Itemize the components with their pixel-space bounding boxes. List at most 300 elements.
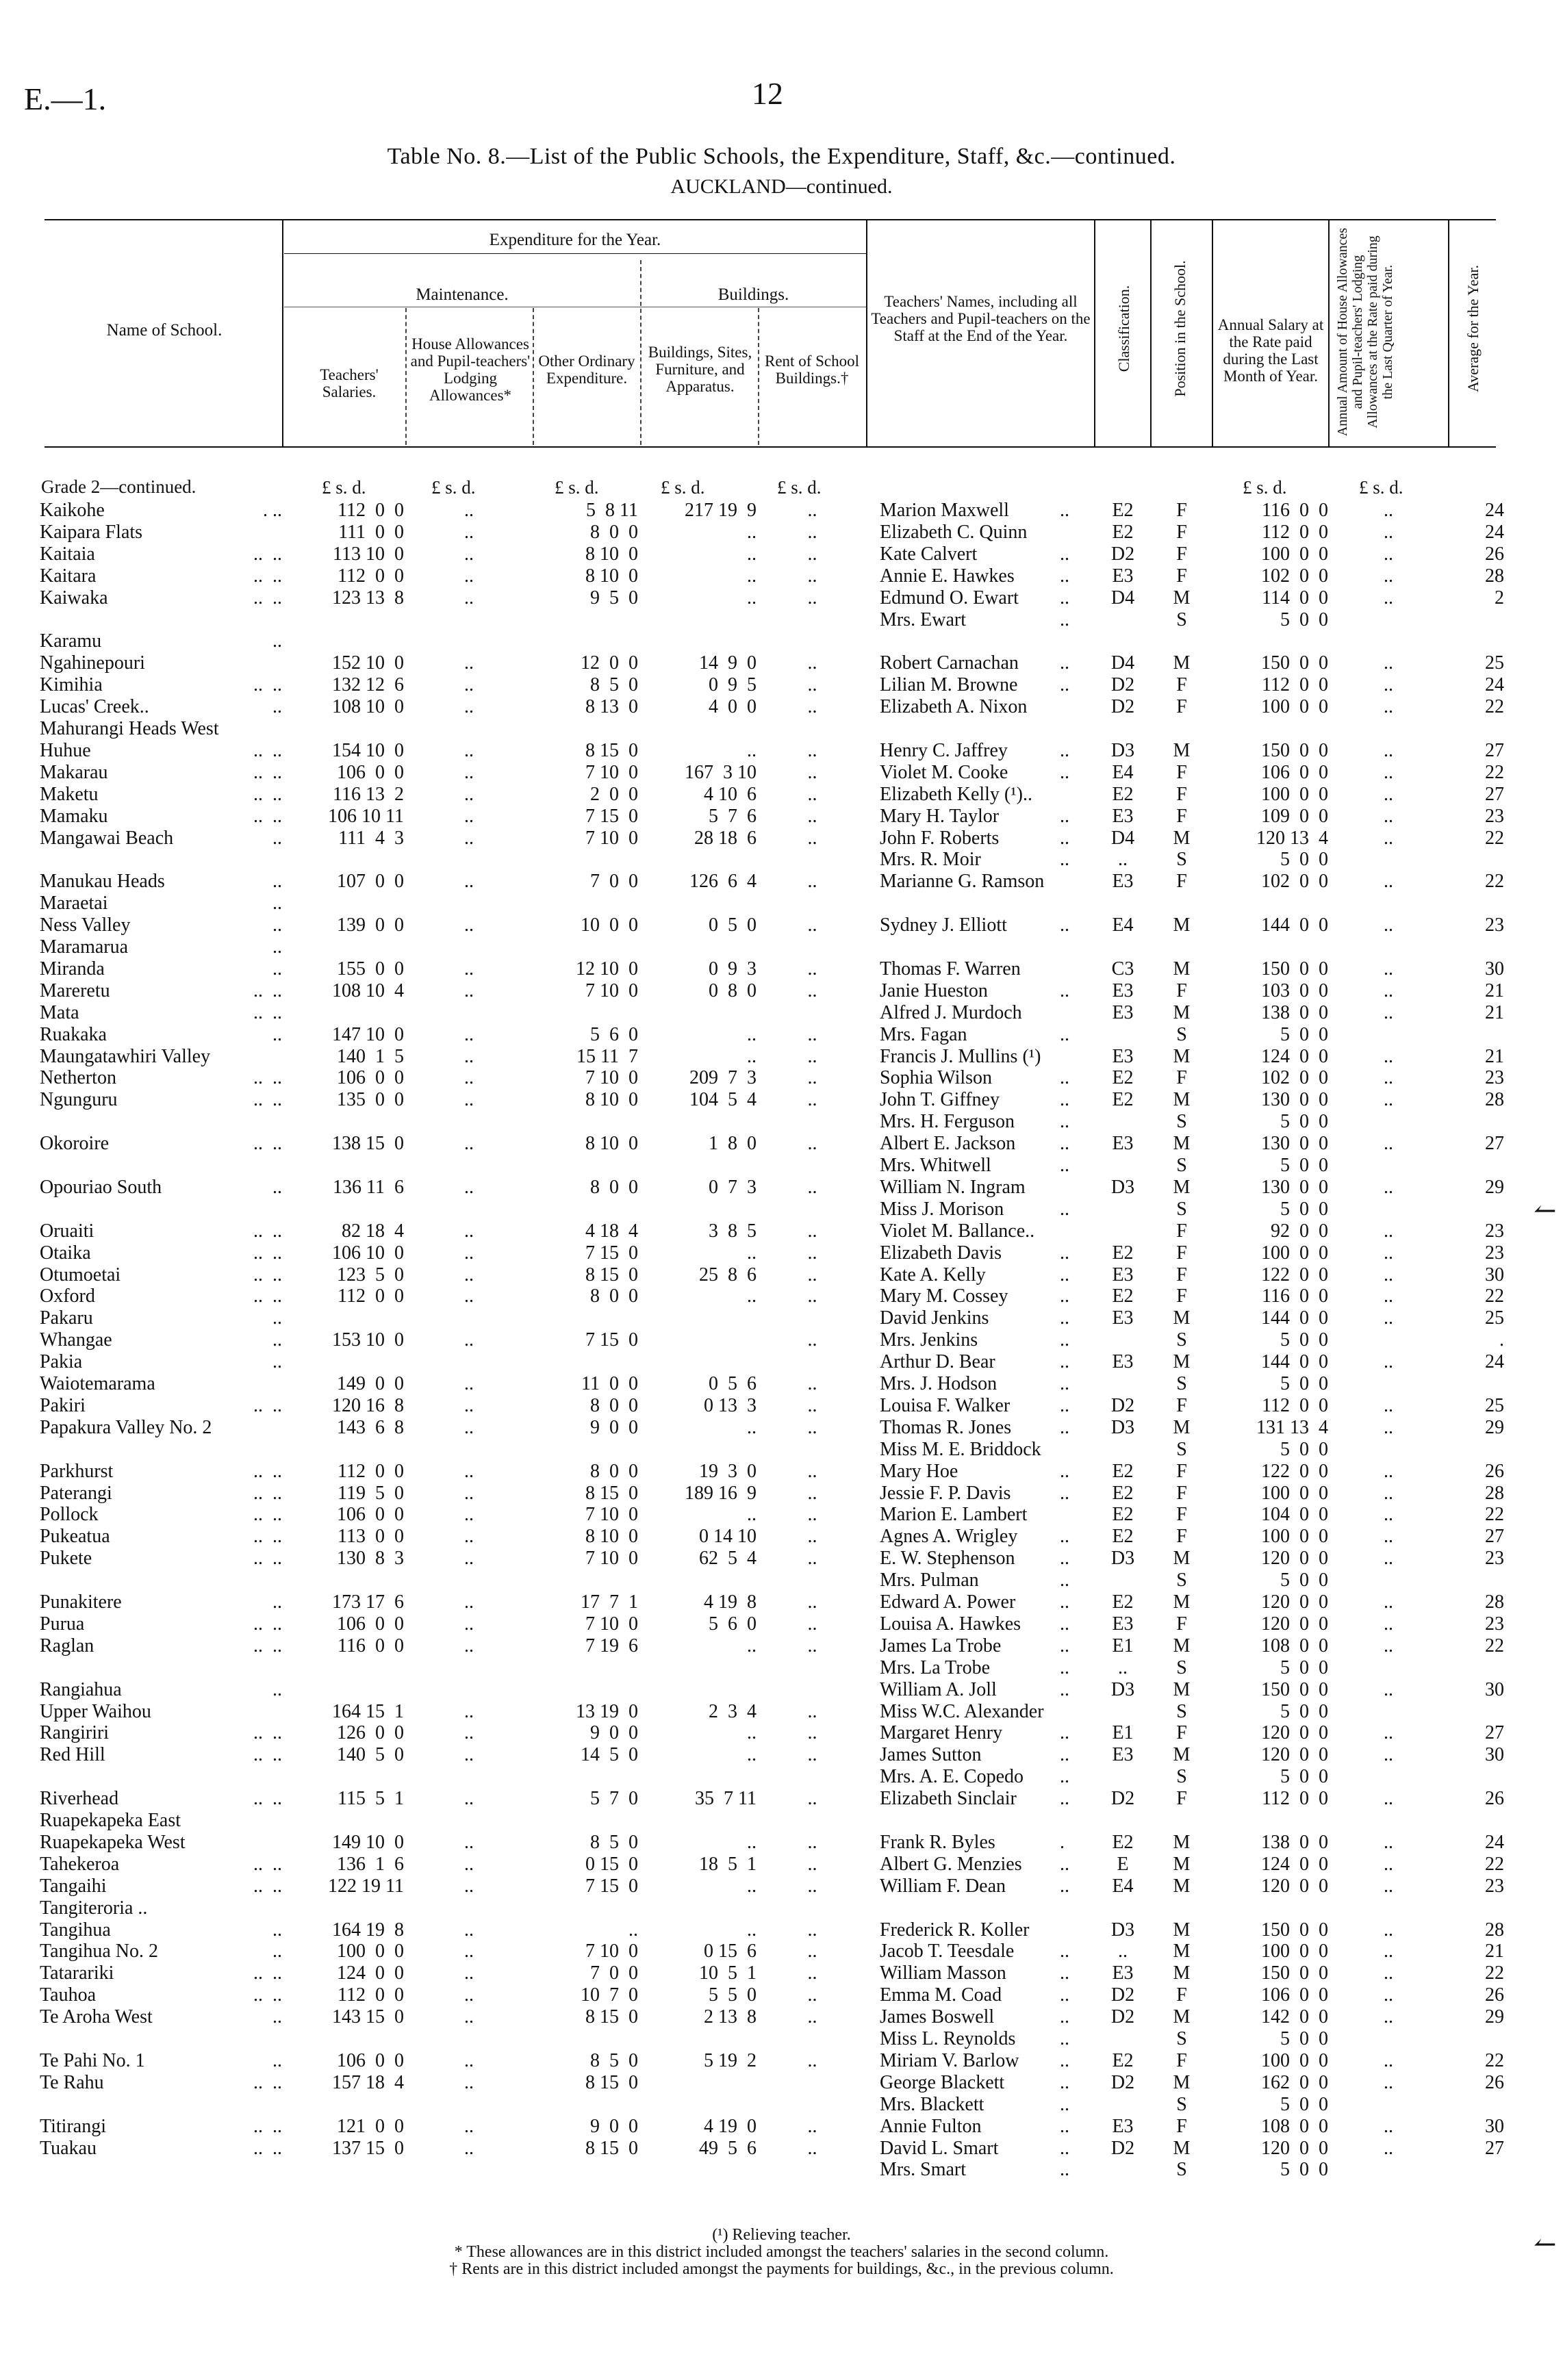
cell-avg: 23 <box>1485 1548 1504 1570</box>
cell-avg: 26 <box>1485 2071 1504 2093</box>
cell-bld: 4 10 6 <box>704 783 757 805</box>
cell-rent: .. <box>807 587 817 609</box>
table-row <box>0 1876 1563 1897</box>
cell-sal: 119 5 0 <box>338 1482 404 1504</box>
table-row <box>0 1744 1563 1766</box>
cell-dots: .. .. <box>253 1089 282 1111</box>
cell-dots: .. .. <box>253 1788 282 1810</box>
cell-bld: 104 5 4 <box>689 1089 757 1111</box>
cell-oth: 7 10 0 <box>585 1504 638 1526</box>
cell-rent: .. <box>807 2137 817 2159</box>
cell-asal: 150 0 0 <box>1261 652 1328 674</box>
cell-tdots: .. <box>1060 2137 1069 2159</box>
cell-oth: 5 6 0 <box>590 1023 638 1045</box>
cell-bld: .. <box>747 1504 757 1526</box>
cell-dots: .. <box>272 871 282 893</box>
cell-bld: 10 5 1 <box>699 1962 757 1984</box>
cell-bld: 1 8 0 <box>709 1133 757 1155</box>
table-row <box>0 1832 1563 1854</box>
cell-oth: 7 10 0 <box>585 1067 638 1089</box>
cell-avg: 23 <box>1485 1067 1504 1089</box>
cell-school: Otumoetai <box>40 1264 121 1285</box>
cell-oth: 8 5 0 <box>590 674 638 696</box>
cell-tdots: .. <box>1060 849 1069 871</box>
cell-school: Opouriao South <box>40 1176 162 1198</box>
cell-ho: .. <box>464 1635 474 1656</box>
cell-oth: 10 7 0 <box>581 1984 638 2006</box>
cell-school: Pakaru <box>40 1307 93 1329</box>
cell-tdots: .. <box>1060 543 1069 565</box>
cell-avg: 23 <box>1485 1613 1504 1635</box>
cell-dots: .. <box>272 1941 282 1962</box>
table-row <box>0 1111 1563 1133</box>
cell-ho: .. <box>464 2115 474 2137</box>
cell-teacher: David Jenkins <box>880 1307 989 1329</box>
cell-ho: .. <box>464 739 474 761</box>
cell-teacher: Mrs. La Trobe <box>880 1656 991 1678</box>
cell-teacher: Miss L. Reynolds <box>880 2028 1016 2049</box>
header-other-expenditure: Other Ordinary Expenditure. <box>538 353 635 387</box>
cell-school: Kaikohe <box>40 500 105 521</box>
cell-avg: 22 <box>1485 761 1504 783</box>
cell-ho: .. <box>464 500 474 521</box>
cell-aall: .. <box>1384 1831 1393 1853</box>
cell-pos: F <box>1176 1482 1187 1504</box>
cell-pos: M <box>1173 739 1191 761</box>
cell-teacher: Marion Maxwell <box>880 500 1009 521</box>
expenditure-rule <box>284 253 866 254</box>
cell-rent: .. <box>807 1526 817 1548</box>
cell-oth: 9 0 0 <box>590 1722 638 1744</box>
cell-rent: .. <box>807 871 817 893</box>
page-reference: E.—1. <box>24 81 107 116</box>
cell-rent: .. <box>807 783 817 805</box>
cell-sal: 123 13 8 <box>332 587 404 609</box>
cell-cls: D3 <box>1110 739 1135 761</box>
cell-oth: 9 0 0 <box>590 1416 638 1438</box>
cell-asal: 5 0 0 <box>1280 1570 1328 1591</box>
cell-pos: M <box>1173 1591 1191 1613</box>
cell-asal: 120 0 0 <box>1261 1722 1328 1744</box>
table-row <box>0 740 1563 762</box>
cell-rent: .. <box>807 1875 817 1897</box>
cell-school: Mahurangi Heads West <box>40 718 219 739</box>
col-rule <box>640 260 641 445</box>
cell-rent: .. <box>807 543 817 565</box>
cell-cls: E3 <box>1112 1962 1134 1984</box>
cell-teacher: William N. Ingram <box>880 1176 1026 1198</box>
cell-asal: 150 0 0 <box>1261 958 1328 980</box>
cell-teacher: Mrs. J. Hodson <box>880 1373 997 1394</box>
cell-teacher: Mrs. Blackett <box>880 2093 984 2115</box>
cell-asal: 142 0 0 <box>1261 2006 1328 2028</box>
cell-rent: .. <box>807 1853 817 1875</box>
cell-oth: 7 15 0 <box>585 805 638 827</box>
grade-heading: Grade 2—continued. <box>41 476 196 497</box>
table-row <box>0 784 1563 806</box>
cell-asal: 106 0 0 <box>1261 1984 1328 2006</box>
header-position: Position in the School. <box>1171 260 1189 397</box>
cell-pos: S <box>1176 2028 1187 2049</box>
table-row <box>0 914 1563 936</box>
cell-ho: .. <box>464 1264 474 1285</box>
cell-avg: 23 <box>1485 914 1504 936</box>
cell-school: Ruapekapeka West <box>40 1831 186 1853</box>
cell-teacher: Marianne G. Ramson <box>880 871 1045 893</box>
cell-pos: F <box>1176 1526 1187 1548</box>
cell-pos: S <box>1176 1198 1187 1220</box>
cell-school: Tangihua <box>40 1919 111 1941</box>
cell-asal: 100 0 0 <box>1261 543 1328 565</box>
cell-bld: 167 3 10 <box>685 761 757 783</box>
cell-bld: 0 14 10 <box>699 1526 757 1548</box>
cell-pos: F <box>1176 1788 1187 1810</box>
cell-sal: 112 0 0 <box>338 500 404 521</box>
cell-bld: .. <box>747 1635 757 1656</box>
table-row <box>0 500 1563 522</box>
cell-asal: 5 0 0 <box>1280 1155 1328 1176</box>
cell-ho: .. <box>464 1133 474 1155</box>
table-row <box>0 587 1563 609</box>
cell-dots: .. .. <box>253 761 282 783</box>
cell-oth: 8 0 0 <box>590 1460 638 1482</box>
cell-bld: 217 19 9 <box>685 500 757 521</box>
currency-units-label: £ s. d. <box>661 477 705 498</box>
cell-ho: .. <box>464 1548 474 1570</box>
margin-mark: ↼ <box>1534 1195 1557 1226</box>
cell-tdots: .. <box>1060 1853 1069 1875</box>
cell-school: Tangiteroria .. <box>40 1897 148 1919</box>
cell-cls: .. <box>1118 849 1128 871</box>
cell-tdots: .. <box>1060 652 1069 674</box>
cell-asal: 124 0 0 <box>1261 1045 1328 1067</box>
cell-ho: .. <box>464 783 474 805</box>
cell-pos: S <box>1176 609 1187 630</box>
cell-cls: E2 <box>1112 1460 1134 1482</box>
cell-pos: S <box>1176 849 1187 871</box>
cell-aall: .. <box>1384 1613 1393 1635</box>
cell-sal: 164 15 1 <box>332 1700 404 1722</box>
table-row <box>0 762 1563 784</box>
header-average: Average for the Year. <box>1464 265 1482 392</box>
cell-aall: .. <box>1384 1722 1393 1744</box>
cell-school: Huhue <box>40 739 91 761</box>
cell-dots: .. .. <box>253 1264 282 1285</box>
cell-sal: 106 0 0 <box>337 1067 404 1089</box>
cell-teacher: Emma M. Coad <box>880 1984 1002 2006</box>
cell-dots: .. .. <box>253 2115 282 2137</box>
cell-teacher: Francis J. Mullins (¹) <box>880 1045 1041 1067</box>
cell-cls: E3 <box>1112 1133 1134 1155</box>
cell-dots: .. <box>272 893 282 914</box>
cell-avg: 22 <box>1485 1853 1504 1875</box>
cell-tdots: .. <box>1060 1329 1069 1351</box>
table-row <box>0 893 1563 914</box>
cell-teacher: Marion E. Lambert <box>880 1504 1028 1526</box>
cell-ho: .. <box>464 1394 474 1416</box>
cell-bld: 5 19 2 <box>704 2049 757 2071</box>
cell-bld: 5 7 6 <box>709 805 757 827</box>
header-expenditure: Expenditure for the Year. <box>489 231 661 249</box>
cell-asal: 108 0 0 <box>1261 1635 1328 1656</box>
cell-tdots: .. <box>1060 1526 1069 1548</box>
cell-pos: M <box>1173 827 1191 849</box>
cell-tdots: .. <box>1060 1023 1069 1045</box>
cell-rent: .. <box>807 1220 817 1242</box>
cell-avg: 29 <box>1485 2006 1504 2028</box>
table-row <box>0 1613 1563 1635</box>
cell-asal: 120 0 0 <box>1261 1548 1328 1570</box>
cell-cls: .. <box>1118 1656 1128 1678</box>
table-row <box>0 849 1563 871</box>
cell-aall: .. <box>1384 1678 1393 1700</box>
cell-teacher: Robert Carnachan <box>880 652 1019 674</box>
cell-oth: 14 5 0 <box>581 1744 638 1766</box>
table-row <box>0 1941 1563 1962</box>
table-row <box>0 1351 1563 1373</box>
cell-avg: 22 <box>1485 1504 1504 1526</box>
cell-aall: .. <box>1384 1744 1393 1766</box>
cell-school: Karamu <box>40 630 102 652</box>
cell-aall: .. <box>1384 805 1393 827</box>
cell-asal: 120 0 0 <box>1261 1591 1328 1613</box>
cell-ho: .. <box>464 1984 474 2006</box>
cell-rent: .. <box>807 1482 817 1504</box>
table-row <box>0 1962 1563 1984</box>
cell-sal: 106 0 0 <box>337 1504 404 1526</box>
cell-tdots: .. <box>1060 2115 1069 2137</box>
cell-aall: .. <box>1384 2006 1393 2028</box>
cell-sal: 136 1 6 <box>337 1853 404 1875</box>
cell-sal: 149 10 0 <box>332 1831 404 1853</box>
table-row <box>0 1307 1563 1329</box>
cell-avg: 21 <box>1485 1045 1504 1067</box>
footnote-rents: † Rents are in this district included amongst the payments for buildings, &c., in the previous column. <box>449 2260 1114 2278</box>
cell-sal: 116 0 0 <box>338 1635 404 1656</box>
cell-pos: M <box>1173 1133 1191 1155</box>
cell-tdots: .. <box>1060 1394 1069 1416</box>
cell-ho: .. <box>464 1700 474 1722</box>
table-row <box>0 652 1563 674</box>
cell-pos: F <box>1176 2115 1187 2137</box>
cell-rent: .. <box>807 827 817 849</box>
cell-rent: .. <box>807 521 817 543</box>
table-row <box>0 828 1563 849</box>
table-row <box>0 1854 1563 1876</box>
cell-sal: 106 0 0 <box>337 761 404 783</box>
col-rule <box>282 219 283 446</box>
cell-bld: .. <box>747 565 757 587</box>
cell-school: Oruaiti <box>40 1220 94 1242</box>
cell-teacher: Mary M. Cossey <box>880 1285 1008 1307</box>
cell-pos: M <box>1173 1678 1191 1700</box>
table-row <box>0 2138 1563 2160</box>
cell-school: Okoroire <box>40 1133 110 1155</box>
cell-oth: 10 0 0 <box>581 914 638 936</box>
cell-ho: .. <box>464 1460 474 1482</box>
cell-rent: .. <box>807 1831 817 1853</box>
cell-aall: .. <box>1384 500 1393 521</box>
cell-dots: .. .. <box>253 1285 282 1307</box>
cell-avg: 23 <box>1485 1875 1504 1897</box>
cell-teacher: Albert G. Menzies <box>880 1853 1022 1875</box>
cell-pos: M <box>1173 914 1191 936</box>
cell-oth: 12 10 0 <box>576 958 638 980</box>
cell-pos: F <box>1176 1285 1187 1307</box>
cell-oth: 8 13 0 <box>585 696 638 718</box>
table-row <box>0 1264 1563 1286</box>
cell-teacher: George Blackett <box>880 2071 1005 2093</box>
cell-aall: .. <box>1384 2049 1393 2071</box>
cell-ho: .. <box>464 1591 474 1613</box>
cell-dots: .. .. <box>253 674 282 696</box>
cell-aall: .. <box>1384 1133 1393 1155</box>
cell-avg: 27 <box>1485 1133 1504 1155</box>
cell-asal: 100 0 0 <box>1261 783 1328 805</box>
cell-cls: D2 <box>1110 543 1135 565</box>
cell-pos: M <box>1173 958 1191 980</box>
cell-tdots: .. <box>1060 2071 1069 2093</box>
table-row <box>0 1984 1563 2006</box>
cell-asal: 5 0 0 <box>1280 849 1328 871</box>
cell-bld: 0 9 3 <box>709 958 757 980</box>
cell-avg: 27 <box>1485 1722 1504 1744</box>
table-row <box>0 2116 1563 2138</box>
cell-sal: 149 0 0 <box>337 1373 404 1394</box>
cell-dots: .. .. <box>253 1526 282 1548</box>
cell-ho: .. <box>464 2049 474 2071</box>
table-subtitle: AUCKLAND—continued. <box>670 175 893 198</box>
cell-school: Kaiwaka <box>40 587 108 609</box>
cell-tdots: .. <box>1060 565 1069 587</box>
cell-tdots: .. <box>1060 980 1069 1001</box>
table-row <box>0 1701 1563 1723</box>
cell-tdots: .. <box>1060 1373 1069 1394</box>
cell-rent: .. <box>807 565 817 587</box>
cell-teacher: Violet M. Ballance.. <box>880 1220 1035 1242</box>
cell-cls: E3 <box>1112 805 1134 827</box>
cell-asal: 150 0 0 <box>1261 1962 1328 1984</box>
cell-teacher: John F. Roberts <box>880 827 1000 849</box>
cell-sal: 140 5 0 <box>337 1744 404 1766</box>
cell-pos: F <box>1176 543 1187 565</box>
cell-teacher: James Sutton <box>880 1744 982 1766</box>
cell-sal: 143 6 8 <box>337 1416 404 1438</box>
currency-units-label: £ s. d. <box>322 477 366 498</box>
cell-cls: D3 <box>1110 1176 1135 1198</box>
cell-avg: 26 <box>1485 543 1504 565</box>
cell-bld: 5 5 0 <box>709 1984 757 2006</box>
cell-rent: .. <box>807 1416 817 1438</box>
cell-pos: M <box>1173 1001 1191 1023</box>
cell-aall: .. <box>1384 674 1393 696</box>
cell-dots: .. .. <box>253 543 282 565</box>
cell-asal: 138 0 0 <box>1261 1831 1328 1853</box>
cell-sal: 120 16 8 <box>332 1394 404 1416</box>
cell-asal: 162 0 0 <box>1261 2071 1328 2093</box>
col-rule <box>758 308 759 445</box>
cell-cls: E <box>1117 1853 1129 1875</box>
table-row <box>0 1504 1563 1526</box>
cell-bld: 19 3 0 <box>699 1460 757 1482</box>
cell-rent: .. <box>807 1242 817 1264</box>
cell-sal: 100 0 0 <box>337 1941 404 1962</box>
header-annual-allowances: Annual Amount of House Allowances and Pupil-teachers' Lodging Allowances at the Rate paid during the Last Quarter of Year. <box>1335 227 1395 437</box>
cell-teacher: Miss M. E. Briddock <box>880 1438 1041 1460</box>
cell-oth: 15 11 7 <box>576 1045 638 1067</box>
cell-bld: 18 5 1 <box>699 1853 757 1875</box>
cell-bld: .. <box>747 1744 757 1766</box>
cell-school: Mareretu <box>40 980 110 1001</box>
cell-school: Miranda <box>40 958 105 980</box>
cell-sal: 123 5 0 <box>337 1264 404 1285</box>
cell-bld: .. <box>747 1831 757 1853</box>
cell-pos: F <box>1176 1264 1187 1285</box>
cell-cls: D4 <box>1110 587 1135 609</box>
cell-dots: .. .. <box>253 2071 282 2093</box>
cell-dots: .. <box>272 2049 282 2071</box>
header-maintenance: Maintenance. <box>416 285 509 304</box>
cell-cls: E3 <box>1112 1613 1134 1635</box>
cell-bld: .. <box>747 1045 757 1067</box>
cell-rent: .. <box>807 1504 817 1526</box>
cell-ho: .. <box>464 1482 474 1504</box>
cell-oth: 8 10 0 <box>585 565 638 587</box>
cell-rent: .. <box>807 1460 817 1482</box>
cell-pos: S <box>1176 1373 1187 1394</box>
cell-teacher: Annie Fulton <box>880 2115 982 2137</box>
cell-rent: .. <box>807 1329 817 1351</box>
cell-bld: .. <box>747 1023 757 1045</box>
cell-avg: 22 <box>1485 1635 1504 1656</box>
cell-dots: .. <box>272 936 282 958</box>
cell-sal: 147 10 0 <box>332 1023 404 1045</box>
cell-cls: E3 <box>1112 2115 1134 2137</box>
cell-ho: .. <box>464 1526 474 1548</box>
cell-dots: .. <box>272 1023 282 1045</box>
cell-pos: M <box>1173 1875 1191 1897</box>
cell-sal: 124 0 0 <box>337 1962 404 1984</box>
cell-dots: .. <box>272 1307 282 1329</box>
cell-avg: 25 <box>1485 1307 1504 1329</box>
cell-sal: 112 0 0 <box>338 1285 404 1307</box>
table-row <box>0 1526 1563 1548</box>
cell-pos: F <box>1176 1984 1187 2006</box>
cell-asal: 120 0 0 <box>1261 1613 1328 1635</box>
cell-rent: .. <box>807 1133 817 1155</box>
cell-pos: S <box>1176 1656 1187 1678</box>
cell-ho: .. <box>464 1744 474 1766</box>
cell-pos: F <box>1176 761 1187 783</box>
cell-pos: M <box>1173 2006 1191 2028</box>
cell-asal: 150 0 0 <box>1261 1678 1328 1700</box>
cell-sal: 112 0 0 <box>338 1460 404 1482</box>
currency-units-label: £ s. d. <box>777 477 822 498</box>
cell-cls: C3 <box>1111 958 1134 980</box>
cell-pos: M <box>1173 1941 1191 1962</box>
cell-ho: .. <box>464 1176 474 1198</box>
cell-aall: .. <box>1384 980 1393 1001</box>
cell-school: Pakiri <box>40 1394 86 1416</box>
cell-tdots: .. <box>1060 1242 1069 1264</box>
cell-asal: 120 13 4 <box>1256 827 1328 849</box>
table-row <box>0 958 1563 980</box>
cell-cls: E2 <box>1112 1089 1134 1111</box>
footnote-relieving: (¹) Relieving teacher. <box>712 2226 851 2244</box>
cell-bld: .. <box>747 1416 757 1438</box>
cell-rent: .. <box>807 1744 817 1766</box>
cell-bld: .. <box>747 1242 757 1264</box>
